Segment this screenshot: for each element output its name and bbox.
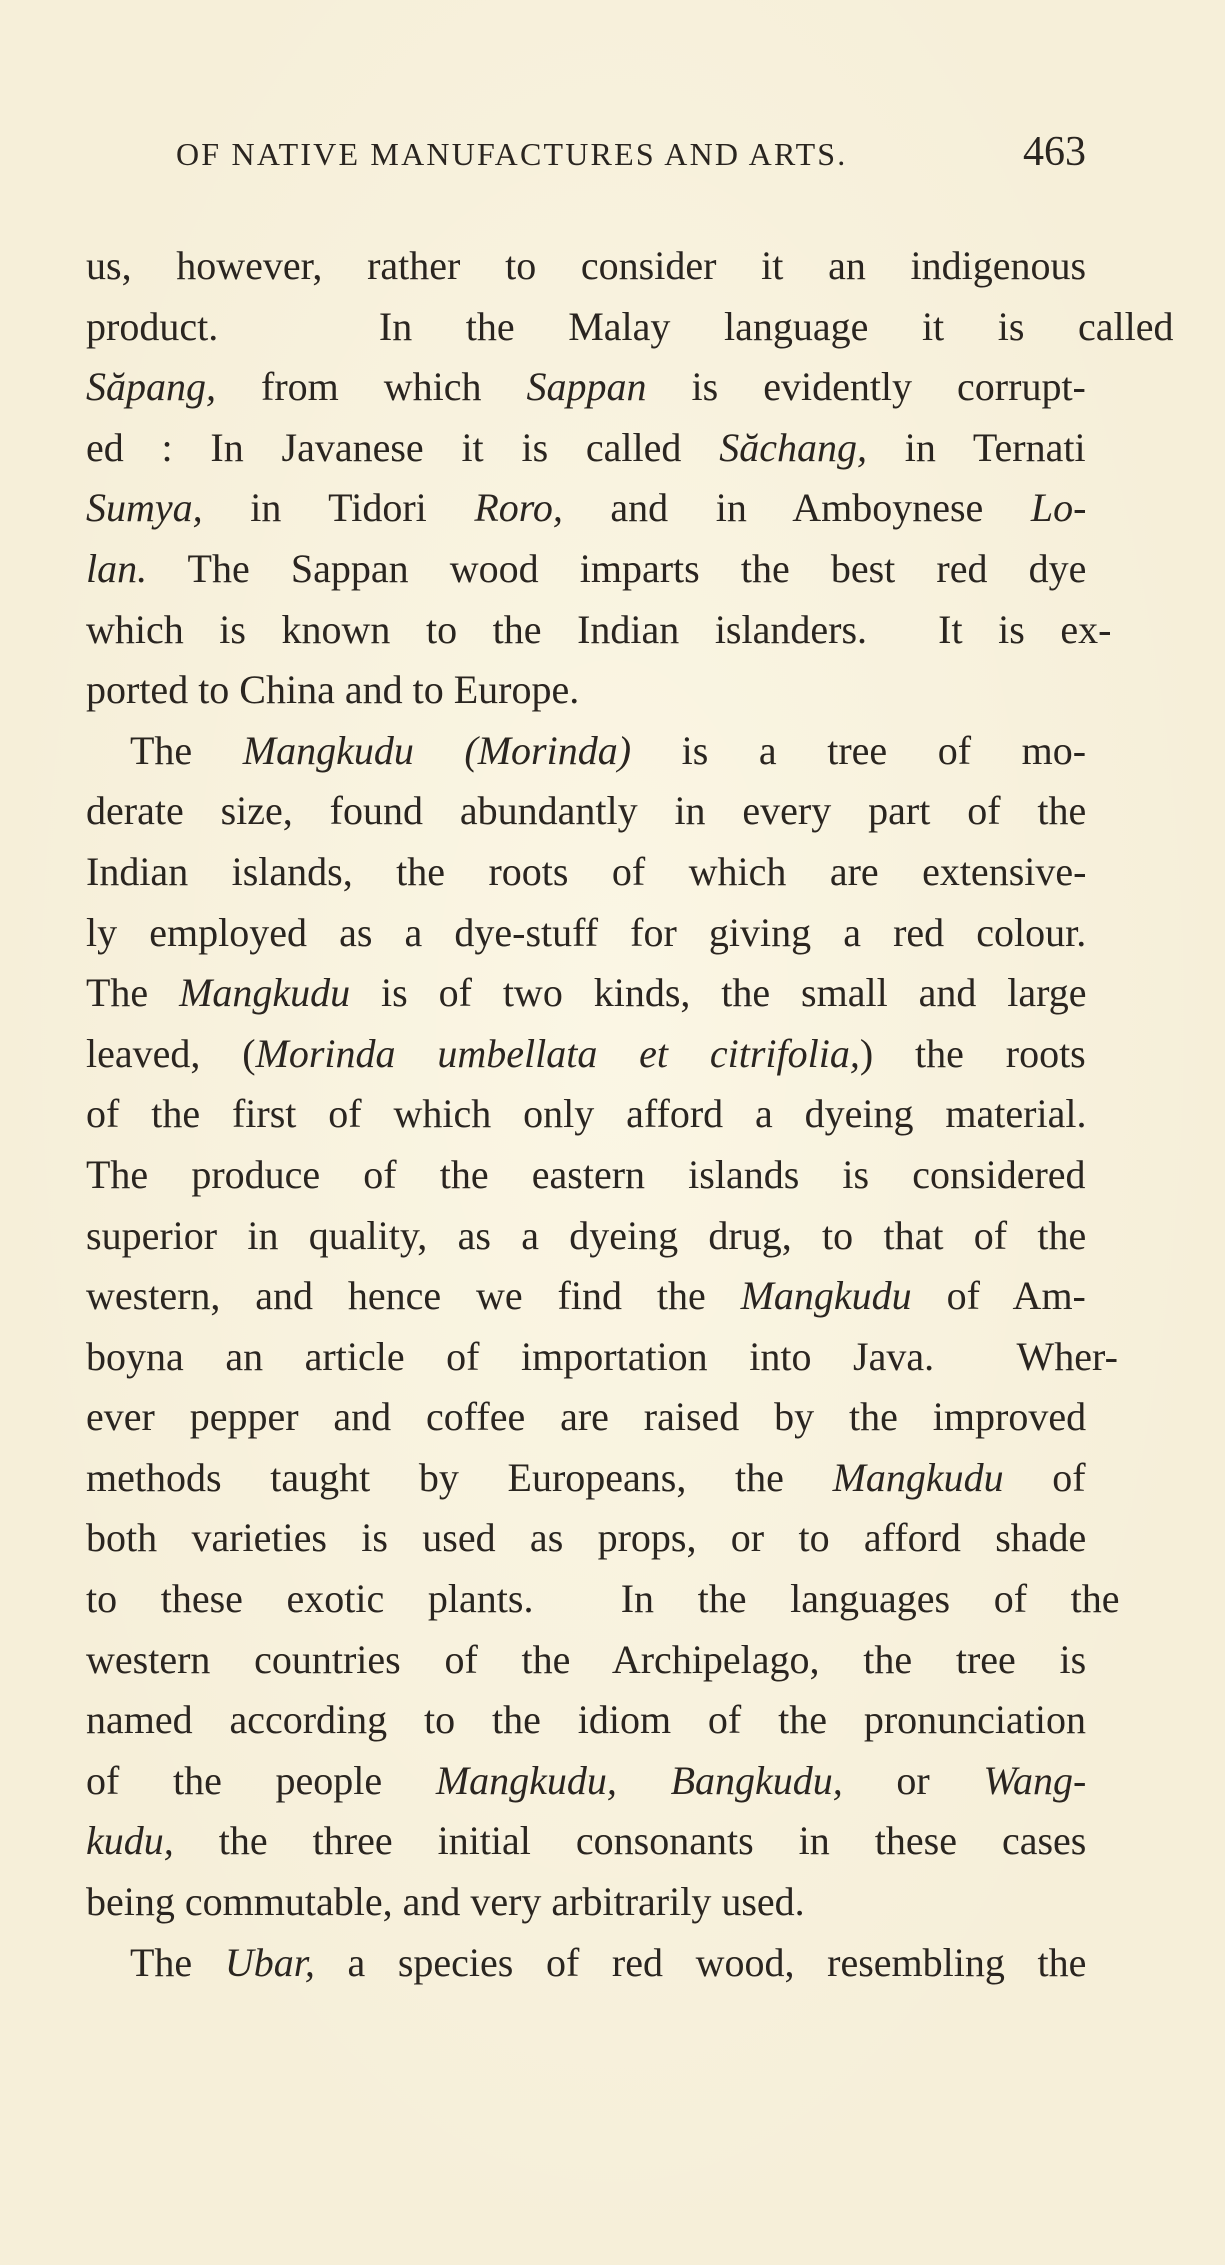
italic-term: Sappan (526, 364, 647, 410)
text-line (86, 1630, 1086, 1691)
text-segment: to these exotic plants. In the languages of the (86, 1576, 1120, 1622)
text-segment: The (130, 727, 243, 773)
text-segment: product. In the Malay language it is called (86, 303, 1174, 349)
text-segment: western, and hence we find the (86, 1273, 741, 1319)
text-line (86, 1024, 1086, 1085)
italic-term: Wang- (983, 1757, 1087, 1803)
text-segment: The (86, 970, 180, 1016)
text-line (86, 721, 1086, 782)
text-line (86, 1933, 1086, 1994)
italic-term: Bangkudu, (670, 1757, 843, 1803)
text-line (86, 1872, 1086, 1933)
italic-term: Săchang, (719, 424, 867, 470)
text-line (86, 357, 1086, 418)
text-segment: western countries of the Archipelago, the tree is (86, 1636, 1087, 1682)
text-segment: is evidently corrupt- (646, 364, 1086, 410)
text-line (86, 1327, 1118, 1388)
italic-term: kudu, (86, 1818, 174, 1864)
text-segment: The (130, 1939, 225, 1985)
text-segment: of (1003, 1454, 1086, 1500)
text-segment: leaved, ( (86, 1030, 256, 1076)
text-line (86, 1690, 1086, 1751)
italic-term: Mangkudu, (435, 1757, 617, 1803)
italic-term: Mangkudu (Morinda) (242, 727, 632, 773)
text-segment: Indian islands, the roots of which are extensive- (86, 848, 1087, 894)
text-segment: both varieties is used as props, or to afford shade (86, 1515, 1087, 1561)
italic-term: Mangkudu (832, 1454, 1004, 1500)
text-line (86, 1145, 1086, 1206)
text-line (86, 660, 1086, 721)
text-line (86, 1206, 1086, 1267)
body-text (86, 236, 1174, 1993)
italic-term: lan. (86, 545, 148, 591)
text-segment: a species of red wood, resembling the (314, 1939, 1087, 1985)
text-segment: ported to China and to Europe. (86, 667, 580, 713)
text-segment: ed : In Javanese it is called (86, 424, 720, 470)
text-line (86, 1811, 1086, 1872)
text-line (86, 842, 1086, 903)
text-segment: which is known to the Indian islanders. It is ex- (86, 606, 1112, 652)
text-segment: ever pepper and coffee are raised by the improved (86, 1394, 1087, 1440)
text-line (86, 781, 1086, 842)
text-line (86, 1084, 1086, 1145)
text-segment: The produce of the eastern islands is considered (86, 1151, 1086, 1197)
text-line (86, 1569, 1120, 1630)
text-line (86, 1387, 1086, 1448)
text-segment: in Tidori (202, 485, 475, 531)
text-segment: of Am- (911, 1273, 1086, 1319)
running-head (86, 128, 1086, 178)
text-segment: the three initial consonants in these cases (173, 1818, 1087, 1864)
text-line (86, 1448, 1086, 1509)
running-title: OF NATIVE MANUFACTURES AND ARTS. (176, 136, 848, 172)
text-line (86, 600, 1112, 661)
text-segment: from which (216, 364, 527, 410)
text-segment: derate size, found abundantly in every part of the (86, 788, 1087, 834)
text-line (86, 1266, 1086, 1327)
text-line (86, 903, 1086, 964)
text-segment: methods taught by Europeans, the (86, 1454, 833, 1500)
italic-term: Ubar, (224, 1939, 315, 1985)
text-line (86, 1508, 1086, 1569)
italic-term: Lo- (1030, 485, 1087, 531)
text-segment: ) the roots (859, 1030, 1086, 1076)
text-segment: boyna an article of importation into Java. Wher- (86, 1333, 1118, 1379)
italic-term: Mangkudu (740, 1273, 912, 1319)
text-segment (617, 1758, 671, 1803)
text-segment: is a tree of mo- (631, 727, 1087, 773)
text-segment: and in Amboynese (562, 485, 1031, 531)
italic-term: Morinda umbellata et citrifolia, (255, 1030, 860, 1076)
text-line (86, 539, 1086, 600)
text-line (86, 236, 1086, 297)
italic-term: Roro, (474, 485, 563, 531)
text-line (86, 963, 1086, 1024)
text-segment: The Sappan wood imparts the best red dye (147, 545, 1087, 591)
page-number: 463 (1023, 129, 1086, 175)
italic-term: Sumya, (86, 485, 203, 531)
text-segment: of the people (86, 1757, 436, 1803)
text-segment: in Ternati (866, 424, 1086, 470)
text-line (86, 1751, 1086, 1812)
text-line (86, 478, 1086, 539)
text-line (86, 418, 1086, 479)
italic-term: Săpang, (86, 364, 216, 410)
text-segment: is of two kinds, the small and large (350, 970, 1087, 1016)
text-segment: superior in quality, as a dyeing drug, to that of the (86, 1212, 1087, 1258)
text-segment: of the first of which only afford a dyeing material. (86, 1091, 1087, 1137)
italic-term: Mangkudu (179, 970, 351, 1016)
text-segment: being commutable, and very arbitrarily used. (86, 1879, 805, 1925)
text-line (86, 297, 1174, 358)
text-segment: or (842, 1757, 984, 1803)
text-segment: named according to the idiom of the pronunciation (86, 1697, 1086, 1743)
text-segment: ly employed as a dye-stuff for giving a red colour. (86, 909, 1087, 955)
text-segment: us, however, rather to consider it an indigenous (86, 243, 1087, 288)
